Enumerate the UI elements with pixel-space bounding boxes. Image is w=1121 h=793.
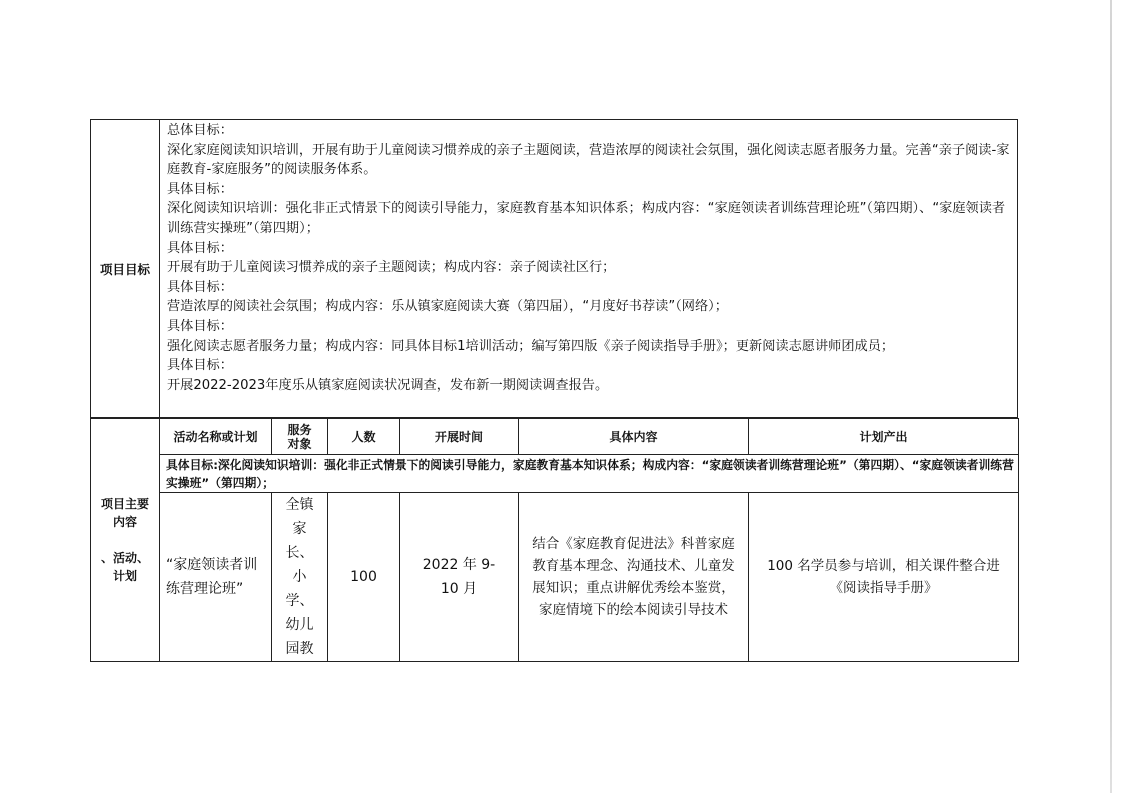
project-goals-text [160,120,1017,417]
goal-line: 具体目标： [167,318,233,334]
activity-name: “家庭领读者训练营理论班” [166,557,258,597]
header-time: 开展时间 [400,419,519,455]
service-target-cell [272,493,328,662]
header-service-target-text: 服务对象 [287,422,312,451]
content-cell: 结合《家庭教育促进法》科普家庭教育基本理念、沟通技术、儿童发展知识；重点讲解优秀绘本鉴赏，家庭情境下的绘本阅读引导技术 [519,493,749,662]
activities-goal-note: 具体目标:深化阅读知识培训：强化非正式情景下的阅读引导能力，家庭教育基本知识体系；构成内容：“家庭领读者训练营理论班”（第四期）、“家庭领读者训练营实操班”（第四期）； [160,455,1019,493]
activities-header-row [91,419,1019,455]
goal-line: 深化阅读知识培训：强化非正式情景下的阅读引导能力，家庭教育基本知识体系；构成内容：“家庭领读者训练营理论班”（第四期）、“家庭领读者训练营实操班”（第四期）； [167,201,1006,236]
goal-line: 具体目标： [167,358,233,374]
project-goals-label: 项目目标 [91,120,160,417]
header-service-target [272,419,328,455]
activities-goal-note-row [91,455,1019,493]
goal-line: 具体目标： [167,240,233,256]
activities-table [90,418,1019,662]
goal-line: 深化家庭阅读知识培训，开展有助于儿童阅读习惯养成的亲子主题阅读，营造浓厚的阅读社会氛围，强化阅读志愿者服务力量。完善“亲子阅读-家庭教育-家庭服务”的阅读服务体系。 [167,142,1010,178]
side-label-line-2: 、活动、计划 [100,551,149,583]
goal-line: 营造浓厚的阅读社会氛围；构成内容：乐从镇家庭阅读大赛（第四届），“月度好书荐读”（网络）； [167,299,728,315]
table-row [91,493,1019,662]
activities-side-label [91,419,160,662]
header-activity-name: 活动名称或计划 [160,419,272,455]
goal-line: 开展2022-2023年度乐从镇家庭阅读状况调查，发布新一期阅读调查报告。 [167,377,609,393]
goal-line: 总体目标： [167,123,233,138]
activity-name-cell [160,493,272,662]
count-cell: 100 [328,493,400,662]
project-goals-table [90,119,1018,418]
header-output: 计划产出 [749,419,1019,455]
output-cell: 100 名学员参与培训，相关课件整合进《阅读指导手册》 [749,493,1019,662]
header-content: 具体内容 [519,419,749,455]
service-target: 全镇家长、小学、幼儿园教 [285,497,314,657]
goal-line: 强化阅读志愿者服务力量；构成内容：同具体目标1培训活动；编写第四版《亲子阅读指导手册》；更新阅读志愿讲师团成员； [167,338,895,354]
side-label-line-1: 项目主要内容 [100,497,149,529]
goal-line: 具体目标： [167,279,233,295]
goal-line: 开展有助于儿童阅读习惯养成的亲子主题阅读；构成内容：亲子阅读社区行； [167,260,616,276]
goal-line: 具体目标： [167,181,233,197]
time-cell [400,493,519,662]
scan-edge-line [1110,0,1112,793]
header-count: 人数 [328,419,400,455]
time-text: 2022 年 9-10 月 [422,557,496,597]
